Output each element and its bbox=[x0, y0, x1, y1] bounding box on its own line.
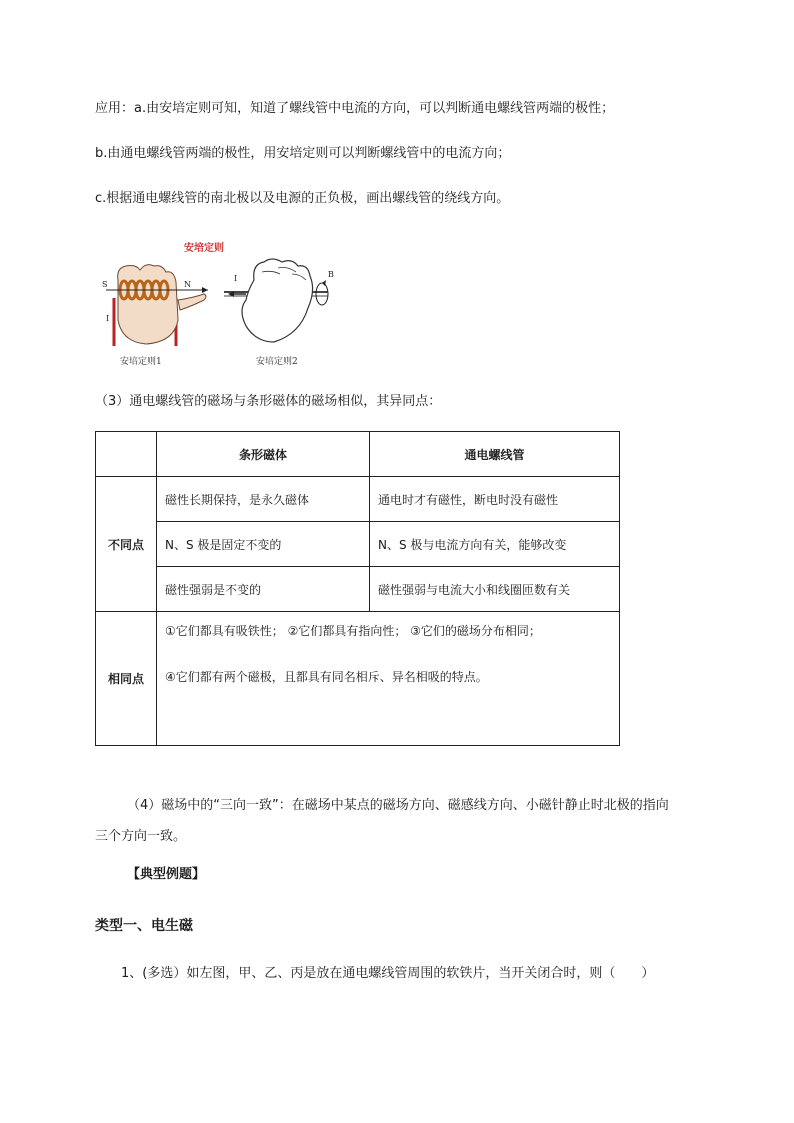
table-row bbox=[96, 567, 620, 612]
item-4-line-2: 三个方向一致。 bbox=[95, 829, 187, 844]
example-heading: 【典型例题】 bbox=[127, 867, 206, 882]
similarities-cell bbox=[157, 612, 620, 746]
table-cell: 通电时才有磁性，断电时没有磁性 bbox=[370, 477, 620, 522]
question-1: 1、(多选）如左图，甲、乙、丙是放在通电螺线管周围的软铁片，当开关闭合时，则（ ） bbox=[121, 966, 655, 981]
similarity-line-2: ④它们都有两个磁极，且都具有同名相斥、异名相吸的特点。 bbox=[165, 670, 488, 684]
table-row bbox=[96, 477, 620, 522]
caption-right: 安培定则2 bbox=[256, 357, 298, 367]
table-cell: 磁性长期保持，是永久磁体 bbox=[157, 477, 370, 522]
label-s: S bbox=[102, 280, 108, 289]
table-cell: 磁性强弱是不变的 bbox=[157, 567, 370, 612]
table-cell: N、S 极是固定不变的 bbox=[157, 522, 370, 567]
label-i-right: I bbox=[234, 274, 238, 283]
application-a: 应用：a.由安培定则可知，知道了螺线管中电流的方向，可以判断通电螺线管两端的极性； bbox=[95, 101, 615, 116]
table-cell: 磁性强弱与电流大小和线圈匝数有关 bbox=[370, 567, 620, 612]
item-3-text: （3）通电螺线管的磁场与条形磁体的磁场相似，其异同点： bbox=[95, 394, 442, 409]
hand-coil-drawing bbox=[106, 265, 208, 346]
ampere-rule-illustration bbox=[96, 250, 346, 370]
table-header-row bbox=[96, 432, 620, 477]
table-cell: N、S 极与电流方向有关，能够改变 bbox=[370, 522, 620, 567]
item-4-line-1: （4）磁场中的“三向一致”：在磁场中某点的磁场方向、磁感线方向、小磁针静止时北极的指向 bbox=[127, 798, 669, 813]
caption-left: 安培定则1 bbox=[120, 357, 162, 367]
table-row bbox=[96, 522, 620, 567]
thumb-rule-drawing bbox=[224, 259, 328, 342]
row-label-similarities: 相同点 bbox=[96, 612, 157, 746]
table-row bbox=[96, 612, 620, 746]
label-b: B bbox=[328, 270, 334, 279]
application-b: b.由通电螺线管两端的极性，用安培定则可以判断螺线管中的电流方向； bbox=[95, 146, 511, 161]
label-n: N bbox=[184, 280, 191, 289]
header-bar-magnet: 条形磁体 bbox=[157, 432, 370, 477]
header-solenoid: 通电螺线管 bbox=[370, 432, 620, 477]
table-corner-cell bbox=[96, 432, 157, 477]
similarity-line-1: ①它们都具有吸铁性； ②它们都具有指向性； ③它们的磁场分布相同； bbox=[165, 624, 541, 638]
type-1-heading: 类型一、电生磁 bbox=[95, 918, 193, 934]
row-label-differences: 不同点 bbox=[96, 477, 157, 612]
application-c: c.根据通电螺线管的南北极以及电源的正负极，画出螺线管的绕线方向。 bbox=[95, 191, 510, 206]
figure-title: 安培定则 bbox=[184, 243, 224, 254]
ampere-rule-figure bbox=[96, 236, 346, 372]
label-i-left: I bbox=[106, 314, 110, 323]
comparison-table bbox=[95, 431, 620, 746]
